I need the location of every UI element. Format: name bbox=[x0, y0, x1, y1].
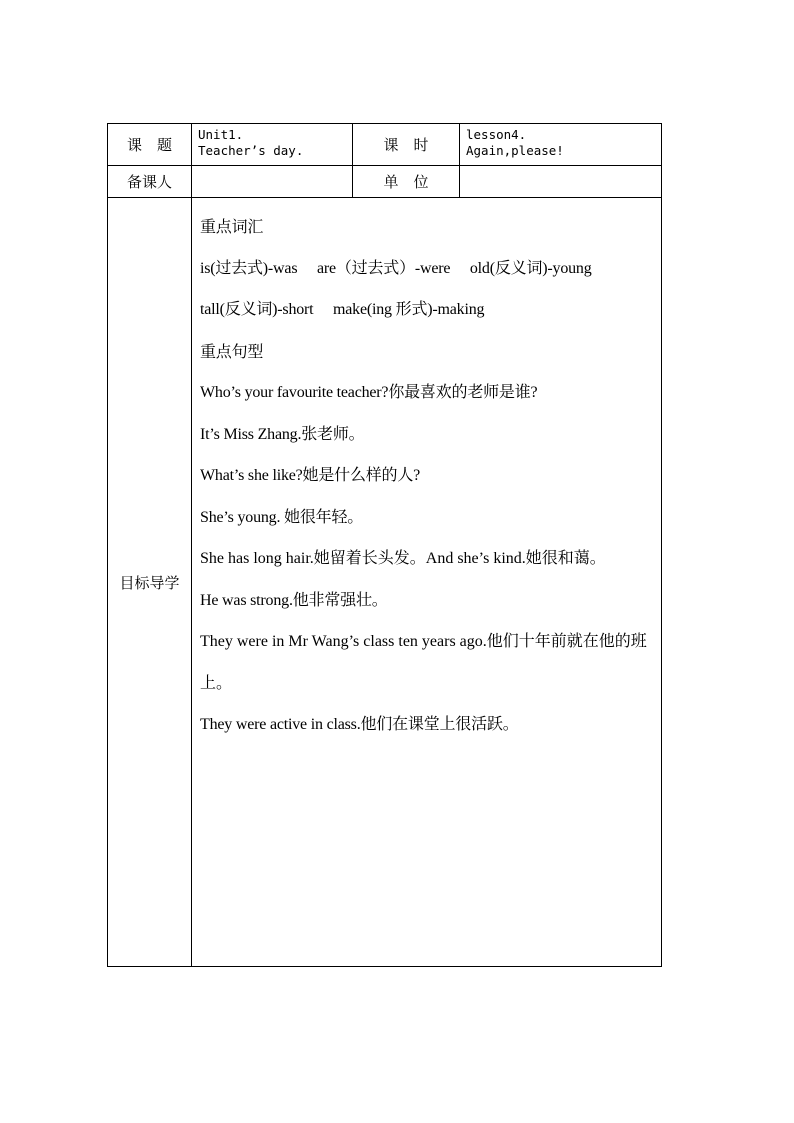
topic-label: 课 题 bbox=[108, 124, 192, 166]
unit-line-2: Teacher’s day. bbox=[198, 143, 304, 158]
period-value bbox=[460, 124, 662, 166]
sentence-heading: 重点句型 bbox=[200, 341, 264, 361]
period-label: 课 时 bbox=[353, 124, 460, 166]
sentence-3: What’s she like?她是什么样的人? bbox=[200, 467, 421, 484]
sentence-7: They were in Mr Wang’s class ten years ago.他们十年前就在他的班上。 bbox=[200, 633, 647, 692]
table-row bbox=[108, 124, 662, 166]
sentence-4: She’s young. 她很年轻。 bbox=[200, 508, 364, 526]
vocab-heading: 重点词汇 bbox=[200, 217, 264, 236]
lesson-line-2: Again,please! bbox=[466, 143, 564, 158]
goals-content bbox=[192, 198, 662, 967]
unit-value bbox=[460, 166, 662, 198]
unit-label: 单 位 bbox=[353, 166, 460, 198]
topic-value bbox=[192, 124, 353, 166]
preparer-label: 备课人 bbox=[108, 166, 192, 198]
preparer-value bbox=[192, 166, 353, 198]
lesson-plan-table bbox=[107, 123, 662, 967]
lesson-line-1: lesson4. bbox=[466, 127, 527, 142]
sentence-6: He was strong.他非常强壮。 bbox=[200, 591, 388, 609]
sentence-2: It’s Miss Zhang.张老师。 bbox=[200, 425, 365, 443]
sentence-1: Who’s your favourite teacher?你最喜欢的老师是谁? bbox=[200, 384, 538, 401]
goals-label: 目标导学 bbox=[108, 198, 192, 967]
sentence-5: She has long hair.她留着长头发。And she’s kind.她很和蔼。 bbox=[200, 550, 606, 567]
table-row bbox=[108, 166, 662, 198]
sentence-8: They were active in class.他们在课堂上很活跃。 bbox=[200, 716, 519, 733]
vocab-line-2: tall(反义词)-short make(ing 形式)-making bbox=[200, 301, 485, 318]
vocab-line-1: is(过去式)-was are（过去式）-were old(反义词)-young bbox=[200, 259, 592, 277]
table-row bbox=[108, 198, 662, 967]
unit-line-1: Unit1. bbox=[198, 127, 244, 142]
